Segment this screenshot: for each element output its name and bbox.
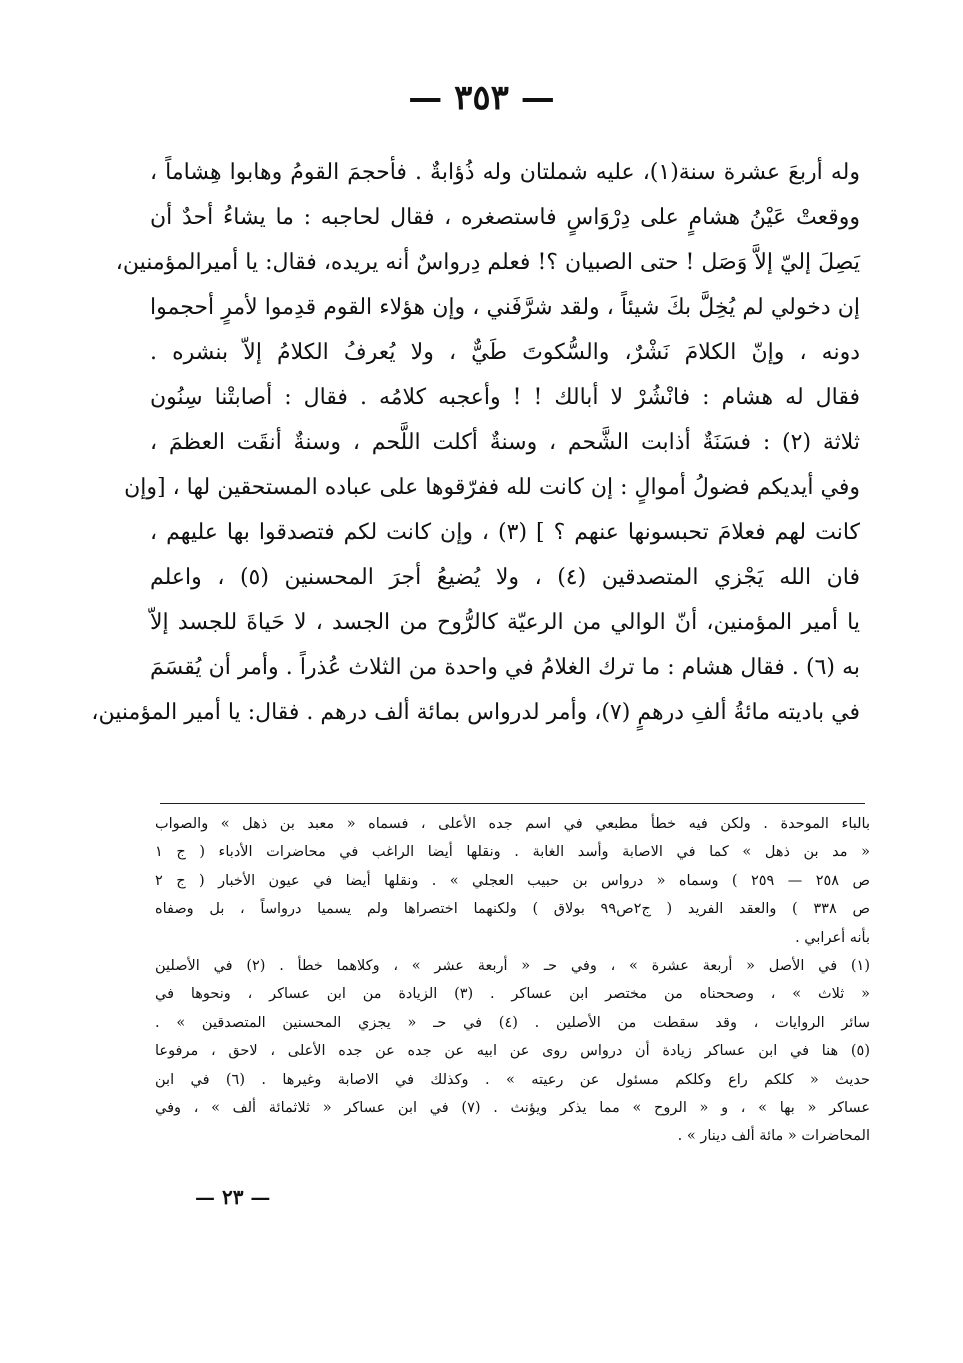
footnote-line: ص ٣٣٨ ) والعقد الفريد ( ج٢ص٩٩ بولاق ) ولكنهما اختصراها ولم يسميا درواساً ، بل وصفاه — [155, 901, 870, 918]
footnote-line: « مد بن ذهل » كما في الاصابة وأسد الغابة . ونقلها أيضا الراغب في محاضرات الأدباء ( ج ١ — [155, 844, 870, 861]
footnote-line: بالباء الموحدة . ولكن فيه خطأ مطبعي في اسم جده الأعلى ، فسماه « معبد بن ذهل » والصواب — [155, 816, 870, 832]
text-line: يَصِلَ إليّ إلاَّ وَصَل ! حتى الصبيان ؟! فعلم دِرواسٌ أنه يريده، فقال: يا أميرالمؤمنين، — [115, 250, 860, 275]
page-number: — ٣٥٣ — — [408, 78, 555, 118]
footnote-line: سائر الروايات ، وقد سقطت من الأصلين . (٤) في حـ « يجزي المحسنين المتصدقين » . — [155, 1014, 870, 1031]
text-line: فان الله يَجْزي المتصدقين (٤) ، ولا يُضيعُ أجرَ المحسنين (٥) ، واعلم — [150, 565, 860, 590]
text-line: كانت لهم فعلامَ تحبسونها عنهم ؟ ] (٣) ، وإن كانت لكم فتصدقوا بها عليهم ، — [150, 520, 861, 545]
main-text — [91, 150, 861, 735]
text-line: يا أمير المؤمنين، أنّ الوالي من الرعيّة كالرُّوح من الجسد ، لا حَياةَ للجسد إلاّ — [150, 610, 860, 635]
text-line: إن دخولي لم يُخِلَّ بكَ شيئاً ، ولقد شرَّفَني ، وإن هؤلاء القوم قدِموا لأمرٍ أحجموا — [150, 295, 860, 320]
text-line: ثلاثة (٢) : فسَنَةٌ أذابت الشَّحم ، وسنةٌ أكلت اللَّحم ، وسنةٌ أنقَت العظمَ ، — [150, 430, 861, 455]
footnote-line: بأنه أعرابي . — [795, 929, 870, 946]
footnote-line: ص ٢٥٨ — ٢٥٩ ) وسماه « درواس بن حبيب العجلي » . ونقلها أيضا في عيون الأخبار ( ج ٢ — [155, 872, 871, 889]
footnote-divider — [160, 803, 865, 804]
text-line: به (٦) . فقال هشام : ما ترك الغلامُ في واحدة من الثلاث عُذراً . وأمر أن يُقسَمَ — [150, 655, 860, 680]
footnote-line: حديث « كلكم راع وكلكم مسئول عن رعيته » . وكذلك في الاصابة وغيرها . (٦) في ابن — [155, 1071, 870, 1088]
text-line: وله أربعَ عشرة سنة(١)، عليه شملتان وله ذُؤابةٌ . فأحجمَ القومُ وهابوا هِشاماً ، — [150, 160, 860, 185]
text-line: ووقعتْ عَيْنُ هشامٍ على دِرْوَاسٍ فاستصغره ، فقال لحاجبه : ما يشاءُ أحدٌ أن — [150, 205, 860, 230]
signature-mark: — ٢٣ — — [195, 1185, 271, 1209]
text-line: في باديته مائةُ ألفِ درهمٍ (٧)، وأمر لدرواس بمائة ألف درهم . فقال: يا أمير المؤمنين، — [91, 700, 860, 725]
footnote-line: « ثلاث » ، وصححناه من مختصر ابن عساكر . (٣) الزيادة من ابن عساكر ، ونحوها في — [155, 986, 870, 1003]
footnote-line: (٥) هنا في ابن عساكر زيادة أن درواس روى عن ابيه عن جده عن جده الأعلى ، لاحق ، مرفوعا — [155, 1043, 870, 1060]
text-line: فقال له هشام : فانْشُرْ لا أبالك ! ! وأعجبه كلامُه . فقال : أصابتْنا سِنُون — [150, 385, 860, 410]
footnote-line: المحاضرات « مائة ألف دينار » . — [677, 1128, 870, 1145]
footnote-line: (١) في الأصل « أربعة عشرة » ، وفي حـ « أربعة عشر » ، وكلاهما خطأ . (٢) في الأصلين — [155, 957, 871, 974]
text-line: وفي أيديكم فضولُ أموالٍ : إن كانت لله ففرّقوها على عباده المستحقين لها ، [وإن — [124, 475, 860, 500]
footnote-line: عساكر « بها » ، و « الروح » مما يذكر ويؤنث . (٧) في ابن عساكر « ثلاثمائة ألف » ، وفي — [155, 1099, 870, 1116]
text-line: دونه ، وإنّ الكلامَ نَشْرٌ، والسُّكوتَ طَيٌّ ، ولا يُعرفُ الكلامُ إلاّ بنشره . — [150, 340, 860, 365]
footnotes — [155, 810, 870, 1151]
